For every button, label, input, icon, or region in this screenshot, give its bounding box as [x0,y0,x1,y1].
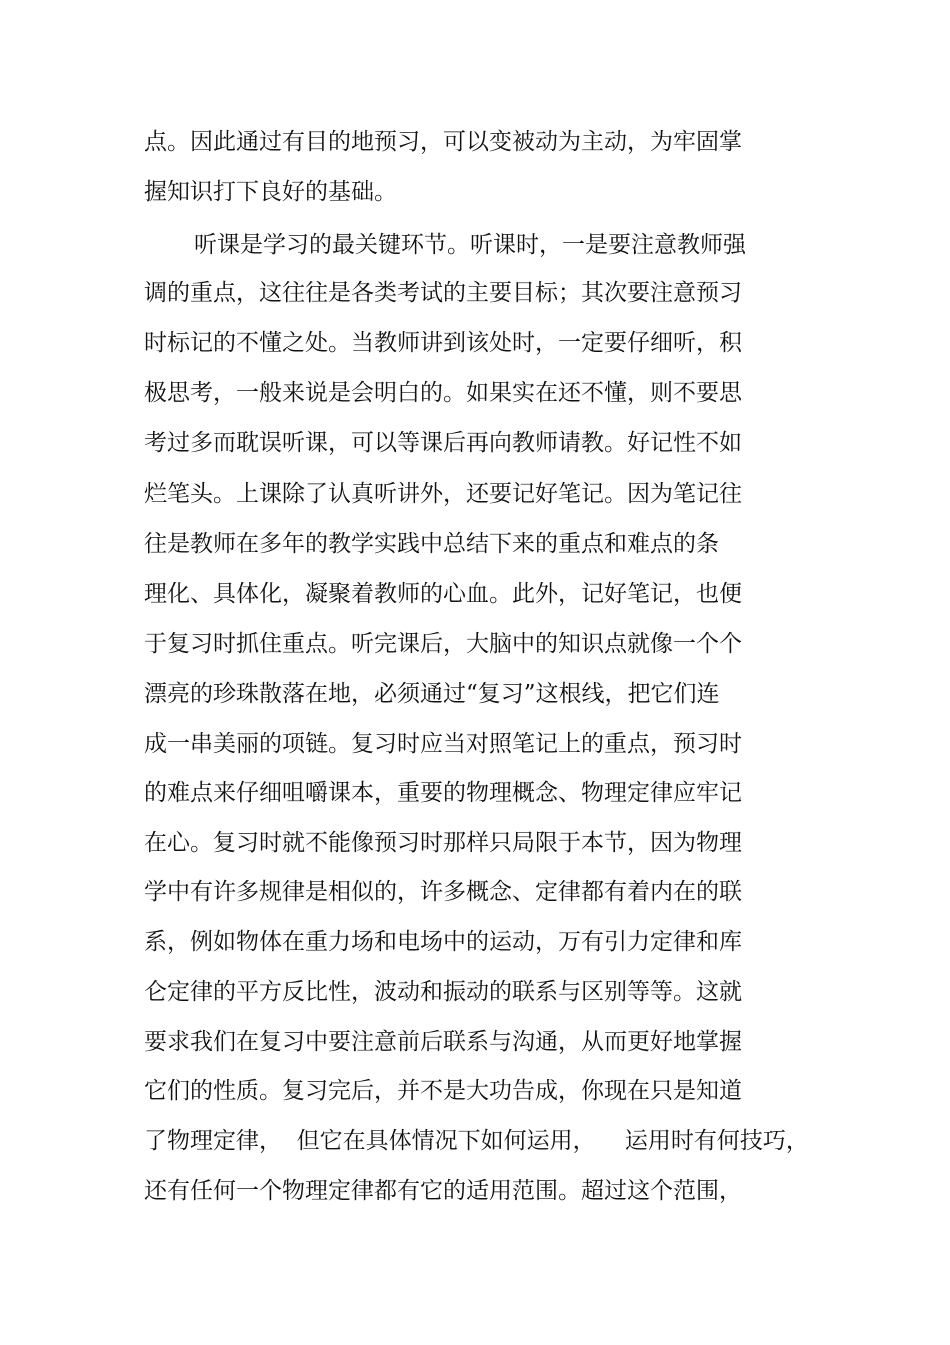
text-line: 的难点来仔细咀嚼课本，重要的物理概念、物理定律应牢记 [144,780,742,806]
text-line: 时标记的不懂之处。当教师讲到该处时，一定要仔细听，积 [144,330,742,356]
text-line: 学中有许多规律是相似的，许多概念、定律都有着内在的联 [144,879,742,905]
text-line: 极思考，一般来说是会明白的。如果实在还不懂，则不要思 [144,380,742,406]
text-line: 听课是学习的最关键环节。听课时，一是要注意教师强 [194,232,746,258]
text-line: 还有任何一个物理定律都有它的适用范围。超过这个范围， [144,1178,742,1204]
text-line: 了物理定律， 但它在具体情况下如何运用， 运用时有何技巧， [144,1128,809,1154]
text-line: 考过多而耽误听课，可以等课后再向教师请教。好记性不如 [144,430,742,456]
text-line: 要求我们在复习中要注意前后联系与沟通，从而更好地掌握 [144,1029,742,1055]
text-line: 调的重点，这往往是各类考试的主要目标；其次要注意预习 [144,280,742,306]
text-line: 仑定律的平方反比性，波动和振动的联系与区别等等。这就 [144,979,742,1005]
text-line: 系，例如物体在重力场和电场中的运动，万有引力定律和库 [144,929,742,955]
text-line: 烂笔头。上课除了认真听讲外，还要记好笔记。因为笔记往 [144,481,742,507]
text-line: 握知识打下良好的基础。 [144,179,397,205]
text-line: 理化、具体化，凝聚着教师的心血。此外，记好笔记，也便 [144,581,742,607]
text-line: 成一串美丽的项链。复习时应当对照笔记上的重点，预习时 [144,731,742,757]
text-line: 在心。复习时就不能像预习时那样只局限于本节，因为物理 [144,830,742,856]
text-line: 漂亮的珍珠散落在地，必须通过“复习”这根线，把它们连 [144,681,720,707]
text-line: 往是教师在多年的教学实践中总结下来的重点和难点的条 [144,531,719,557]
text-line: 于复习时抓住重点。听完课后，大脑中的知识点就像一个个 [144,631,742,657]
text-line: 点。因此通过有目的地预习，可以变被动为主动，为牢固掌 [144,129,742,155]
text-line: 它们的性质。复习完后，并不是大功告成，你现在只是知道 [144,1078,742,1104]
